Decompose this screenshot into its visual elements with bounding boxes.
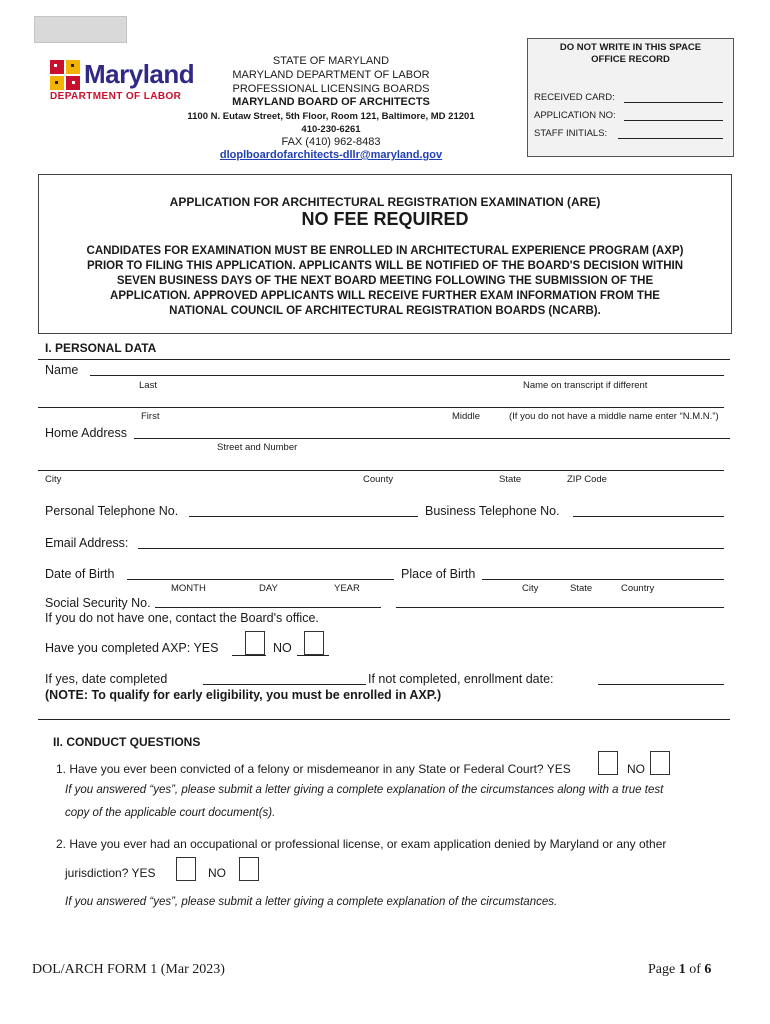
logo-wordmark: Maryland [84,59,195,89]
day-caption: DAY [259,583,278,594]
dob-label: Date of Birth [45,567,115,581]
office-record-box [527,38,734,157]
street-caption: Street and Number [217,442,298,453]
header-fax: FAX (410) 962-8483 [281,136,381,148]
q1-yes-checkbox[interactable] [598,751,618,775]
section-divider [38,359,730,360]
header-email-link[interactable]: dloplboardofarchitects-dllr@maryland.gov [219,149,443,161]
notice-line-1: CANDIDATES FOR EXAMINATION MUST BE ENROLLED IN ARCHITECTURAL EXPERIENCE PROGRAM (AXP) [86,245,684,257]
zip-caption: ZIP Code [567,474,607,485]
axp-no-line [297,655,329,656]
form-title: APPLICATION FOR ARCHITECTURAL REGISTRATION EXAMINATION (ARE) [169,195,601,209]
staff-initials-label: STAFF INITIALS: [534,128,608,139]
q2-no-checkbox[interactable] [239,857,259,881]
header-address: 1100 N. Eutaw Street, 5th Floor, Room 121, Baltimore, MD 21201 [187,111,475,122]
pob-state-caption: State [570,583,593,594]
pob-country-caption: Country [621,583,655,594]
pob-city-caption: City [522,583,539,594]
email-field[interactable] [138,548,724,549]
conduct-q2: 2. Have you ever had an occupational or professional license, or exam application denied by Maryland or any other [56,837,667,851]
year-caption: YEAR [334,583,360,594]
city-county-state-zip-field[interactable] [38,470,724,471]
header-boards: PROFESSIONAL LICENSING BOARDS [232,83,430,95]
conduct-q2-cont: jurisdiction? YES [65,866,156,880]
application-no-label: APPLICATION NO: [534,110,616,121]
transcript-caption: Name on transcript if different [523,380,648,391]
axp-yes-line [232,655,266,656]
page-number: Page 1 of 6 [648,962,712,977]
notice-line-2: PRIOR TO FILING THIS APPLICATION. APPLICANTS WILL BE NOTIFIED OF THE BOARD'S DECISION WITHIN [86,260,684,272]
q2-note: If you answered “yes”, please submit a letter giving a complete explanation of the circumstances. [65,896,558,908]
first-caption: First [141,411,160,422]
ssn-field[interactable] [155,607,381,608]
q2-no-label: NO [208,866,226,880]
first-middle-name-field[interactable] [38,407,724,408]
received-card-label: RECEIVED CARD: [534,92,615,103]
axp-no-checkbox[interactable] [304,631,324,655]
notice-line-4: APPLICATION. APPROVED APPLICANTS WILL RECEIVE FURTHER EXAM INFORMATION FROM THE [110,290,660,302]
last-caption: Last [139,380,157,391]
q1-no-checkbox[interactable] [650,751,670,775]
ssn-note: If you do not have one, contact the Board's office. [45,611,319,625]
axp-note: (NOTE: To qualify for early eligibility, you must be enrolled in AXP.) [45,688,442,702]
pob-field[interactable] [482,579,724,580]
form-number: DOL/ARCH FORM 1 (Mar 2023) [32,962,225,977]
conduct-q1: 1. Have you ever been convicted of a felony or misdemeanor in any State or Federal Court? YES [56,762,571,776]
personal-telephone-label: Personal Telephone No. [45,504,179,518]
section-conduct-heading: II. CONDUCT QUESTIONS [53,735,201,749]
middle-note: (If you do not have a middle name enter “N.M.N.”) [509,411,719,422]
month-caption: MONTH [171,583,206,594]
q1-note-line-1: If you answered “yes”, please submit a letter giving a complete explanation of the circumstances along with a true test [65,784,664,796]
q2-yes-checkbox[interactable] [176,857,196,881]
q1-note-line-2: copy of the applicable court document(s). [65,807,276,819]
city-caption: City [45,474,62,485]
maryland-flag-icon [48,58,82,92]
axp-yes-checkbox[interactable] [245,631,265,655]
title-box [38,174,732,334]
enrollment-date-label: If not completed, enrollment date: [368,672,554,686]
application-no-field[interactable] [624,120,723,121]
email-label: Email Address: [45,536,129,550]
state-caption: State [499,474,522,485]
q1-no-label: NO [627,762,645,776]
staff-initials-field[interactable] [618,138,723,139]
last-name-field[interactable] [90,375,724,376]
header-department: MARYLAND DEPARTMENT OF LABOR [232,69,430,81]
date-completed-label: If yes, date completed [45,672,168,686]
ssn-label: Social Security No. [45,596,151,610]
logo-subtitle: DEPARTMENT OF LABOR [50,91,182,102]
business-telephone-field[interactable] [573,516,724,517]
header-tab [34,16,127,43]
date-completed-field[interactable] [203,684,366,685]
header-phone: 410-230-6261 [301,124,361,135]
axp-no-label: NO [273,641,292,655]
personal-telephone-field[interactable] [189,516,418,517]
section-personal-heading: I. PERSONAL DATA [45,341,157,355]
header-state: STATE OF MARYLAND [272,55,390,67]
no-fee-heading: NO FEE REQUIRED [301,209,469,229]
notice-line-3: SEVEN BUSINESS DAYS OF THE NEXT BOARD MEETING FOLLOWING THE SUBMISSION OF THE [116,275,654,287]
header-board-name: MARYLAND BOARD OF ARCHITECTS [232,96,430,108]
enrollment-date-field[interactable] [598,684,724,685]
axp-question: Have you completed AXP: YES [45,641,219,655]
section-divider-2 [38,719,730,720]
pob-label: Place of Birth [401,567,476,581]
business-telephone-label: Business Telephone No. [425,504,560,518]
office-title: DO NOT WRITE IN THIS SPACE OFFICE RECORD [559,42,702,65]
received-card-field[interactable] [624,102,723,103]
dob-field[interactable] [127,579,394,580]
street-field[interactable] [134,438,730,439]
pob-extra-field[interactable] [396,607,724,608]
county-caption: County [363,474,394,485]
middle-caption: Middle [452,411,480,422]
name-label: Name [45,363,79,377]
notice-line-5: NATIONAL COUNCIL OF ARCHITECTURAL REGISTRATION BOARDS (NCARB). [169,305,601,317]
home-address-label: Home Address [45,426,127,440]
